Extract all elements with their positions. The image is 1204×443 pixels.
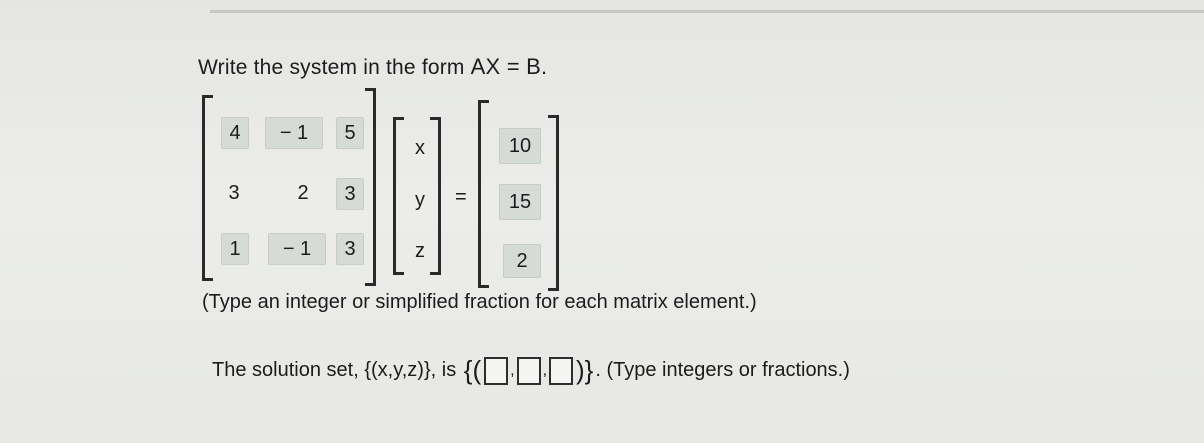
answer-separator-1: ,	[510, 361, 515, 379]
vector-x-entry-x: x	[415, 136, 425, 159]
vector-b-right-bracket	[548, 115, 559, 291]
vector-x-entry-y: y	[415, 188, 425, 211]
answer-box-y[interactable]	[517, 357, 541, 385]
matrix-a-cell-r3c2[interactable]: − 1	[268, 233, 326, 265]
matrix-a-cell-r3c3[interactable]: 3	[336, 233, 364, 265]
matrix-a-cell-r2c3[interactable]: 3	[336, 178, 364, 210]
solution-is-label: is	[441, 359, 457, 381]
answer-box-x[interactable]	[484, 357, 508, 385]
vector-b-left-bracket	[478, 100, 489, 288]
matrix-a-cell-r2c1[interactable]: 3	[228, 181, 240, 204]
question-prompt	[198, 54, 547, 80]
prompt-equation: AX = B.	[470, 54, 548, 79]
answer-separator-2: ,	[542, 361, 548, 379]
solution-set-row	[212, 355, 850, 386]
solution-prefix: The solution set,	[212, 359, 359, 381]
matrix-a-cell-r1c2[interactable]: − 1	[265, 117, 323, 149]
matrix-a-cell-r1c3[interactable]: 5	[336, 117, 364, 149]
matrix-a-cell-r2c2[interactable]: 2	[297, 181, 309, 204]
solution-set-expression: {(x,y,z)},	[364, 359, 437, 381]
top-divider	[210, 10, 1204, 13]
answer-box-z[interactable]	[549, 357, 573, 385]
matrix-a-left-bracket	[202, 95, 213, 281]
matrix-a-right-bracket	[365, 88, 376, 286]
solution-open-brace: {(	[463, 355, 482, 385]
vector-b-cell-3[interactable]: 2	[503, 244, 541, 278]
matrix-a-cell-r3c1[interactable]: 1	[221, 233, 249, 265]
prompt-text: Write the system in the form	[198, 56, 465, 79]
solution-suffix: . (Type integers or fractions.)	[595, 359, 850, 381]
vector-x-entry-z: z	[415, 239, 425, 262]
vector-b-cell-2[interactable]: 15	[499, 184, 541, 220]
matrix-instruction: (Type an integer or simplified fraction for each matrix element.)	[202, 291, 757, 313]
equals-sign: =	[455, 186, 467, 208]
vector-b-cell-1[interactable]: 10	[499, 128, 541, 164]
matrix-a-cell-r1c1[interactable]: 4	[221, 117, 249, 149]
solution-close-brace: )}	[576, 355, 594, 385]
vector-x-left-bracket	[393, 117, 404, 275]
